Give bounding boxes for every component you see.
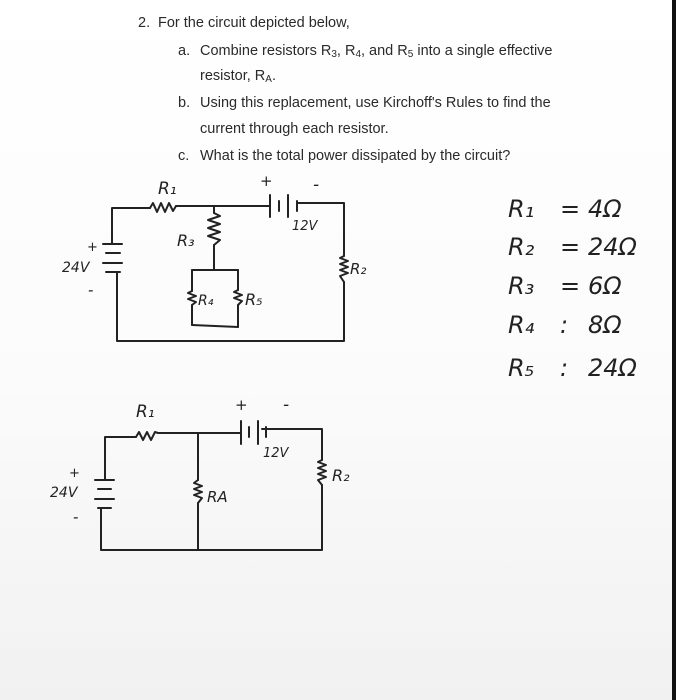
circuit-1-label-r5: R₅ xyxy=(245,290,263,309)
resistor-values xyxy=(508,195,638,382)
circuit-2-battery-12v xyxy=(241,421,266,444)
circuit-1-source-24v xyxy=(103,244,122,283)
circuit-2-ra-zigzag xyxy=(194,480,202,503)
value-label-r5: R₅ xyxy=(508,354,535,382)
circuit-2-r1-zigzag xyxy=(136,432,158,440)
value-row-r3 xyxy=(508,272,622,300)
circuit-1-label-r3: R₃ xyxy=(177,231,195,250)
part-b-line-2: current through each resistor. xyxy=(200,121,389,137)
circuit-2-r2-zigzag xyxy=(318,460,326,485)
value-row-r4 xyxy=(508,311,622,339)
problem-number: 2. xyxy=(138,15,151,31)
circuit-2-source-label: 24V xyxy=(50,485,78,501)
circuit-2-label-r2: R₂ xyxy=(332,466,350,485)
value-row-r1 xyxy=(508,195,622,223)
part-a-line-1: Combine resistors $R_3$, $R_4$, and $R_5$ into a single effective xyxy=(200,43,553,60)
part-a-line-2: resistor, $R_A$. xyxy=(200,68,276,85)
value-label-r1: R₁ xyxy=(508,195,535,223)
circuit-2-battery-label: 12V xyxy=(263,446,289,461)
circuit-1-battery-12v xyxy=(270,195,297,217)
value-sep-r1: = xyxy=(560,195,581,223)
circuit-1-r2-zigzag xyxy=(340,256,348,282)
circuit-2-source-24v xyxy=(95,480,114,520)
photo-dark-edge xyxy=(672,0,676,700)
value-label-r2: R₂ xyxy=(508,233,535,261)
value-sep-r4: : xyxy=(560,311,569,339)
value-r5: 24Ω xyxy=(588,354,637,382)
circuit-2-battery-minus: - xyxy=(283,395,290,415)
circuit-2-labels xyxy=(50,395,350,526)
circuit-1-label-r4: R₄ xyxy=(198,293,214,309)
part-a-letter: a. xyxy=(178,43,191,59)
value-sep-r5: : xyxy=(560,354,569,382)
circuit-1-source-plus: + xyxy=(87,240,98,255)
part-b-letter: b. xyxy=(178,95,191,111)
value-r1: 4Ω xyxy=(588,195,622,223)
circuit-1-source-label: 24V xyxy=(62,260,90,276)
value-row-r5 xyxy=(508,354,638,382)
circuit-1-r1-zigzag xyxy=(150,203,176,212)
circuit-1-battery-plus: + xyxy=(260,172,273,190)
problem-stem: For the circuit depicted below, xyxy=(158,15,350,31)
part-c-letter: c. xyxy=(178,148,190,164)
circuit-2-source-minus: - xyxy=(73,508,79,526)
circuit-2-source-plus: + xyxy=(69,466,80,481)
value-label-r4: R₄ xyxy=(508,311,535,339)
circuit-2-battery-plus: + xyxy=(235,396,248,414)
circuit-2-label-ra: RA xyxy=(207,488,228,506)
value-sep-r3: = xyxy=(560,272,581,300)
circuit-2-label-r1: R₁ xyxy=(136,402,155,422)
value-sep-r2: = xyxy=(560,233,581,261)
part-c-line-1: What is the total power dissipated by the circuit? xyxy=(200,148,511,164)
circuit-1-source-minus: - xyxy=(88,281,94,299)
circuit-1-battery-label: 12V xyxy=(292,219,318,234)
circuit-1-label-r1: R₁ xyxy=(158,179,177,199)
value-r2: 24Ω xyxy=(588,233,637,261)
value-r4: 8Ω xyxy=(588,311,622,339)
circuit-1-battery-minus: - xyxy=(313,175,320,195)
circuit-1-labels xyxy=(62,172,366,309)
circuit-1-label-r2: R₂ xyxy=(350,260,367,278)
circuit-1-r4-zigzag xyxy=(188,291,196,305)
value-label-r3: R₃ xyxy=(508,272,535,300)
circuit-1-r5-zigzag xyxy=(234,290,242,305)
part-b-line-1: Using this replacement, use Kirchoff's Rules to find the xyxy=(200,95,551,111)
value-row-r2 xyxy=(508,233,638,261)
circuit-1-r3-zigzag xyxy=(208,213,220,245)
value-r3: 6Ω xyxy=(588,272,622,300)
